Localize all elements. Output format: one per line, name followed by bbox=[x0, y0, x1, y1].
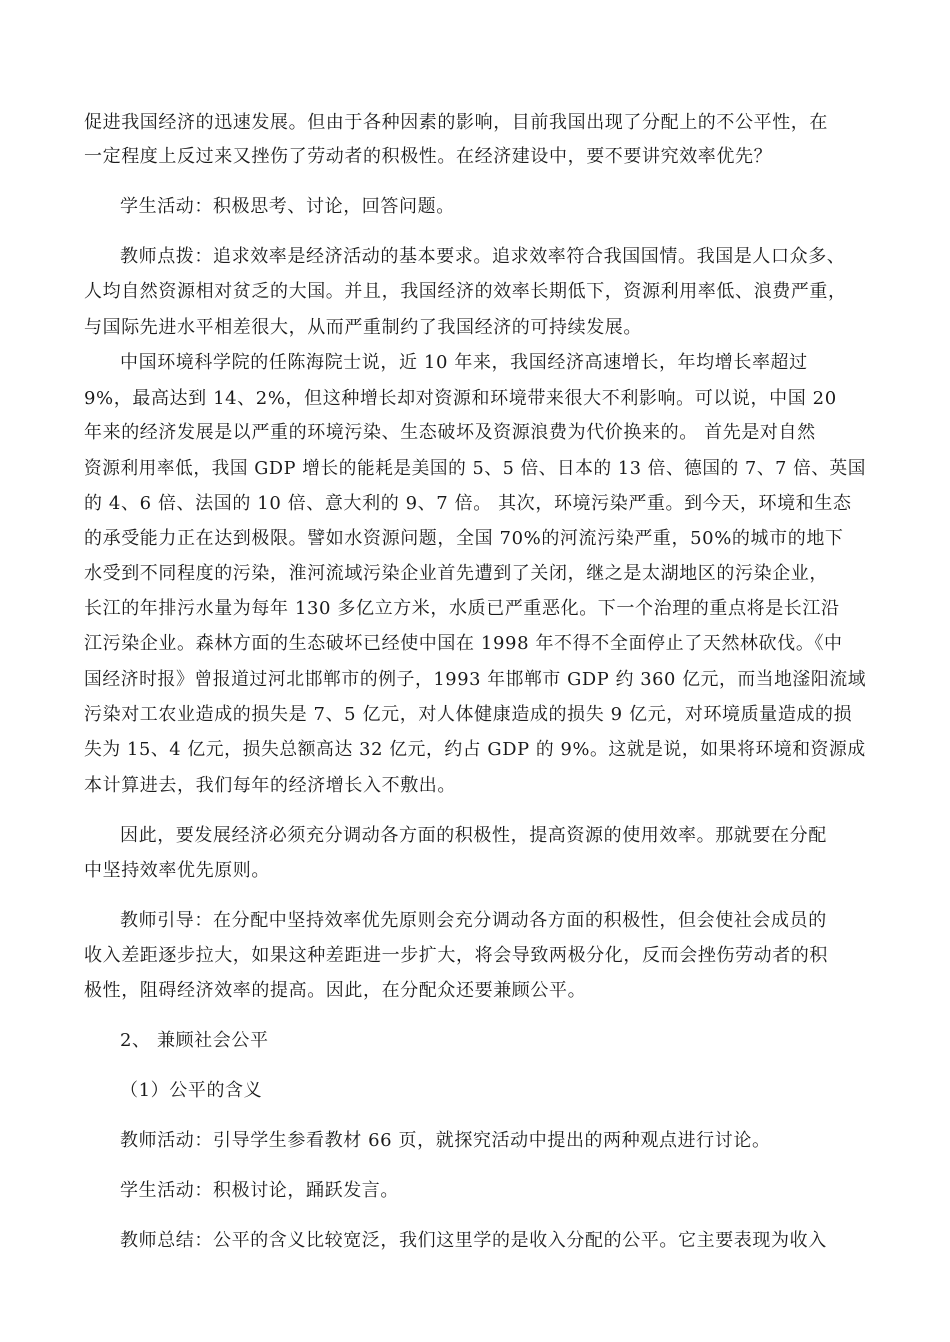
text-line: 与国际先进水平相差很大，从而严重制约了我国经济的可持续发展。 bbox=[84, 317, 642, 338]
text-line: 学生活动：积极讨论，踊跃发言。 bbox=[120, 1180, 399, 1201]
text-line: 资源利用率低，我国 GDP 增长的能耗是美国的 5、5 倍、日本的 13 倍、德国的 7、7 倍、英国 bbox=[84, 458, 867, 479]
subsection-heading: （1）公平的含义 bbox=[120, 1080, 263, 1101]
text-line: 中国环境科学院的任陈海院士说，近 10 年来，我国经济高速增长，年均增长率超过 bbox=[120, 352, 808, 373]
text-line: 教师总结：公平的含义比较宽泛，我们这里学的是收入分配的公平。它主要表现为收入 bbox=[120, 1230, 827, 1251]
text-line: 收入差距逐步拉大，如果这种差距进一步扩大，将会导致两极分化，反而会挫伤劳动者的积 bbox=[84, 945, 828, 966]
text-line: 失为 15、4 亿元，损失总额高达 32 亿元，约占 GDP 的 9%。这就是说，如果将环境和资源成 bbox=[84, 739, 866, 760]
text-line: 因此，要发展经济必须充分调动各方面的积极性，提高资源的使用效率。那就要在分配 bbox=[120, 825, 827, 846]
text-line: 的承受能力正在达到极限。譬如水资源问题，全国 70%的河流污染严重，50%的城市的地下 bbox=[84, 528, 844, 549]
text-line: 本计算进去，我们每年的经济增长入不敷出。 bbox=[84, 775, 456, 796]
text-line: 教师活动：引导学生参看教材 66 页，就探究活动中提出的两种观点进行讨论。 bbox=[120, 1130, 771, 1151]
text-line: 水受到不同程度的污染，淮河流域污染企业首先遭到了关闭，继之是太湖地区的污染企业， bbox=[84, 563, 828, 584]
text-line: 教师点拨：追求效率是经济活动的基本要求。追求效率符合我国国情。我国是人口众多、 bbox=[120, 246, 846, 267]
text-line: 9%，最高达到 14、2%，但这种增长却对资源和环境带来很大不利影响。可以说，中国 20 bbox=[84, 388, 837, 409]
section-heading: 2、 兼顾社会公平 bbox=[120, 1030, 269, 1051]
text-line: 年来的经济发展是以严重的环境污染、生态破坏及资源浪费为代价换来的。 首先是对自然 bbox=[84, 422, 816, 443]
text-line: 极性，阻碍经济效率的提高。因此，在分配众还要兼顾公平。 bbox=[84, 980, 587, 1001]
text-line: 长江的年排污水量为每年 130 多亿立方米，水质已严重恶化。下一个治理的重点将是长江沿 bbox=[84, 598, 840, 619]
text-line: 国经济时报》曾报道过河北邯郸市的例子，1993 年邯郸市 GDP 约 360 亿元，而当地滏阳流域 bbox=[84, 669, 867, 690]
text-line: 一定程度上反过来又挫伤了劳动者的积极性。在经济建设中，要不要讲究效率优先？ bbox=[84, 146, 773, 167]
text-line: 江污染企业。森林方面的生态破坏已经使中国在 1998 年不得不全面停止了天然林砍伐。《中 bbox=[84, 633, 843, 654]
text-line: 人均自然资源相对贫乏的大国。并且，我国经济的效率长期低下，资源利用率低、浪费严重， bbox=[84, 281, 847, 302]
text-line: 促进我国经济的迅速发展。但由于各种因素的影响，目前我国出现了分配上的不公平性，在 bbox=[84, 112, 828, 133]
text-line: 中坚持效率优先原则。 bbox=[84, 860, 270, 881]
text-line: 污染对工农业造成的损失是 7、5 亿元，对人体健康造成的损失 9 亿元，对环境质量造成的损 bbox=[84, 704, 853, 725]
text-line: 学生活动：积极思考、讨论，回答问题。 bbox=[120, 196, 455, 217]
text-line: 的 4、6 倍、法国的 10 倍、意大利的 9、7 倍。 其次，环境污染严重。到今天，环境和生态 bbox=[84, 493, 852, 514]
text-line: 教师引导：在分配中坚持效率优先原则会充分调动各方面的积极性，但会使社会成员的 bbox=[120, 910, 827, 931]
